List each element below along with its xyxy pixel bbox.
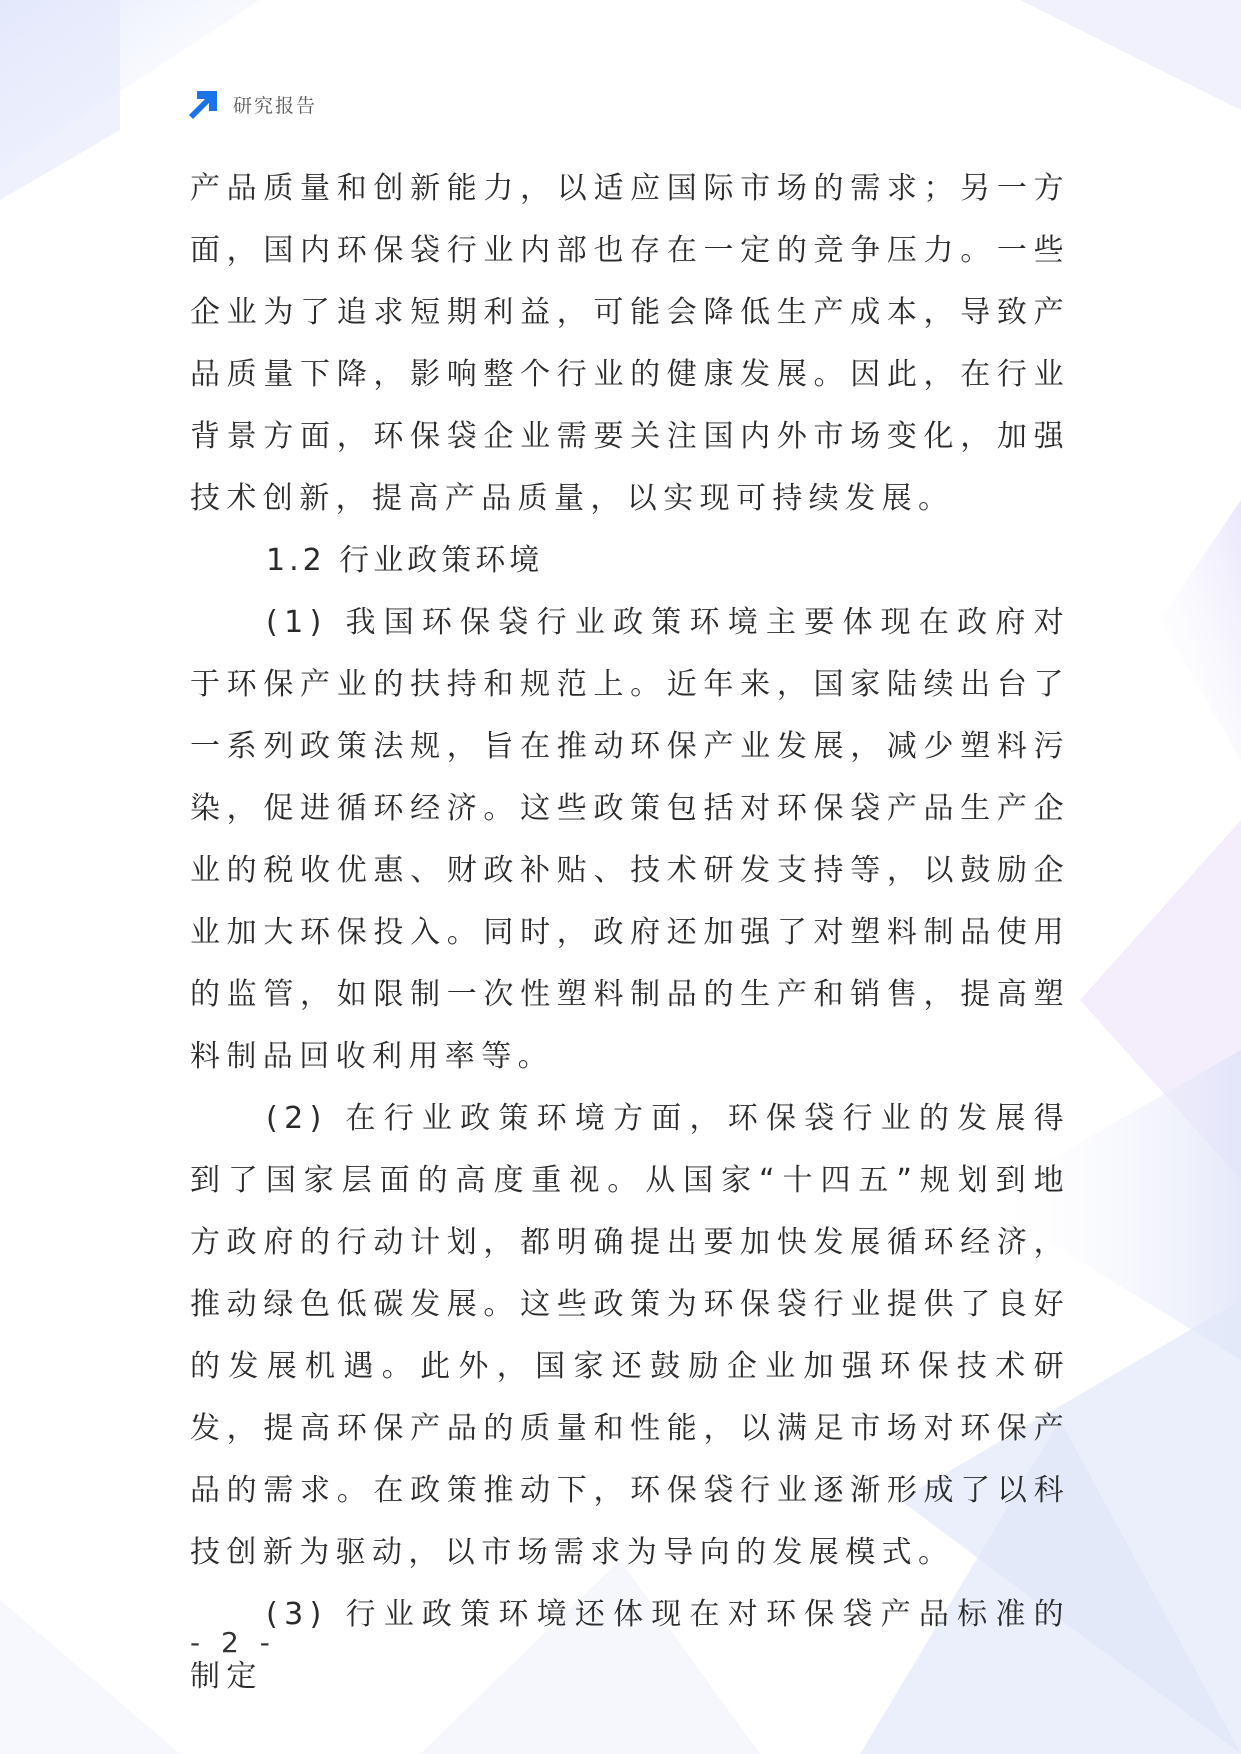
page-number: - 2 - [190, 1626, 276, 1659]
paragraph-policy-1: (1) 我国环保袋行业政策环境主要体现在政府对于环保产业的扶持和规范上。近年来，国家陆续出台了一系列政策法规，旨在推动环保产业发展，减少塑料污染，促进循环经济。这些政策包括对环保袋产品生产企业的税收优惠、财政补贴、技术研发支持等，以鼓励企业加大环保投入。同时，政府还加强了对塑料制品使用的监管，如限制一次性塑料制品的生产和销售，提高塑料制品回收利用率等。 [190, 605, 1070, 1074]
report-type-label: 研究报告 [233, 94, 318, 117]
section-heading: 1.2 行业政策环境 [266, 543, 544, 578]
report-header [187, 86, 317, 122]
paragraph-policy-2: (2) 在行业政策环境方面，环保袋行业的发展得到了国家层面的高度重视。从国家“十四五”规划到地方政府的行动计划，都明确提出要加快发展循环经济，推动绿色低碳发展。这些政策为环保袋行业提供了良好的发展机遇。此外，国家还鼓励企业加强环保技术研发，提高环保产品的质量和性能，以满足市场对环保产品的需求。在政策推动下，环保袋行业逐渐形成了以科技创新为驱动，以市场需求为导向的发展模式。 [190, 1101, 1070, 1570]
document-body [190, 158, 1070, 1708]
paragraph-policy-3: (3) 行业政策环境还体现在对环保袋产品标准的制定 [190, 1597, 1070, 1694]
paragraph-continued: 产品质量和创新能力，以适应国际市场的需求；另一方面，国内环保袋行业内部也存在一定的竞争压力。一些企业为了追求短期利益，可能会降低生产成本，导致产品质量下降，影响整个行业的健康发展。因此，在行业背景方面，环保袋企业需要关注国内外市场变化，加强技术创新，提高产品质量，以实现可持续发展。 [190, 171, 1070, 516]
arrow-logo-icon [187, 87, 221, 121]
